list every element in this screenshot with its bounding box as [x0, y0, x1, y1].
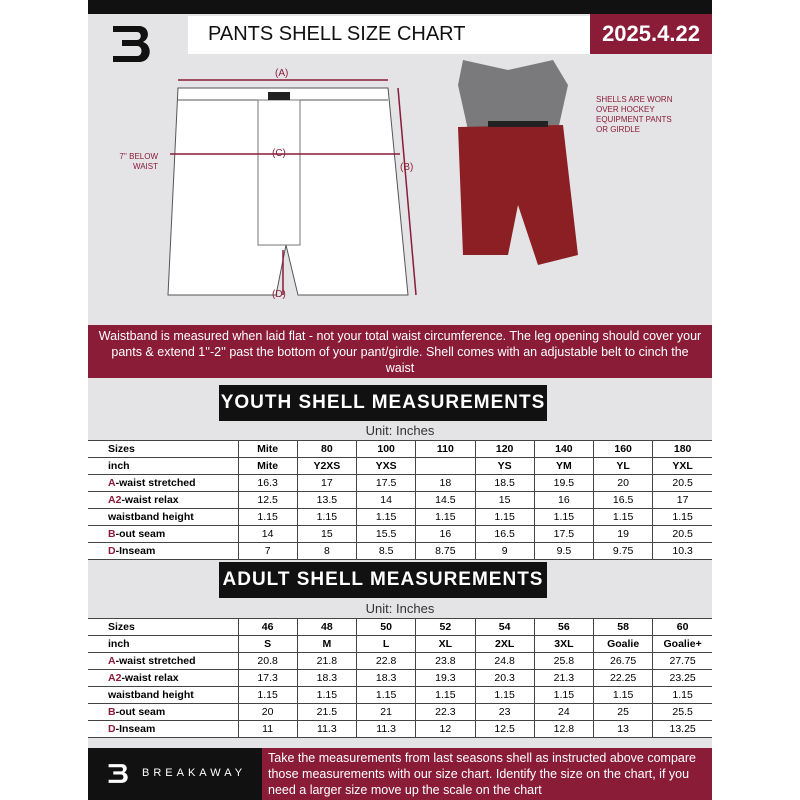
table-cell: 20.8: [238, 653, 297, 670]
table-cell: 60: [653, 619, 712, 636]
table-cell: 21: [357, 704, 416, 721]
table-cell: 56: [534, 619, 593, 636]
table-cell: S: [238, 636, 297, 653]
table-cell: 19.3: [416, 670, 475, 687]
measure-label: Sizes: [108, 620, 135, 633]
table-cell: 22.8: [357, 653, 416, 670]
table-cell: 48: [297, 619, 356, 636]
table-cell: 19.5: [534, 475, 593, 492]
table-row: [88, 492, 712, 509]
table-cell: 10.3: [653, 543, 712, 560]
table-cell: 20.3: [475, 670, 534, 687]
measure-label: -out seam: [115, 705, 166, 718]
table-cell: 180: [653, 441, 712, 458]
table-cell: 160: [594, 441, 653, 458]
table-cell: Goalie+: [653, 636, 712, 653]
table-cell: 15.5: [357, 526, 416, 543]
table-cell: 21.5: [297, 704, 356, 721]
measure-label: inch: [108, 637, 130, 650]
measure-label: -Inseam: [115, 544, 156, 557]
label-a: (A): [275, 68, 289, 79]
table-cell: 54: [475, 619, 534, 636]
table-cell: 1.15: [653, 509, 712, 526]
table-cell: 13.25: [653, 721, 712, 738]
table-cell: 20: [594, 475, 653, 492]
table-cell: 20.5: [653, 526, 712, 543]
table-row: [88, 636, 712, 653]
table-cell: 23: [475, 704, 534, 721]
table-cell: 23.8: [416, 653, 475, 670]
table-cell: 11: [238, 721, 297, 738]
brand-name: BREAKAWAY: [142, 767, 247, 779]
table-cell: 50: [357, 619, 416, 636]
footer-brand: [88, 748, 262, 800]
table-cell: 1.15: [534, 509, 593, 526]
table-cell: 17.5: [357, 475, 416, 492]
youth-unit: Unit: Inches: [365, 423, 435, 438]
adult-title: ADULT SHELL MEASUREMENTS: [219, 562, 547, 598]
table-row: [88, 670, 712, 687]
measure-code: D: [108, 544, 116, 557]
table-cell: 58: [594, 619, 653, 636]
footer-instructions: Take the measurements from last seasons shell as instructed above compare those measurements with our size chart. Identify the size on the chart, if you need a larger size move up the scale on the chart: [262, 748, 712, 800]
table-cell: 16: [534, 492, 593, 509]
table-cell: 1.15: [238, 687, 297, 704]
table-cell: 25: [594, 704, 653, 721]
measure-code: A2: [108, 493, 122, 506]
label-d: (D): [272, 289, 286, 300]
table-row: [88, 653, 712, 670]
row-label: [88, 526, 238, 543]
measure-label: -waist stretched: [115, 476, 196, 489]
row-label: [88, 721, 238, 738]
table-cell: 23.25: [653, 670, 712, 687]
table-cell: [416, 458, 475, 475]
table-row: [88, 458, 712, 475]
table-cell: 14: [357, 492, 416, 509]
table-cell: Goalie: [594, 636, 653, 653]
table-row: [88, 721, 712, 738]
table-cell: 1.15: [594, 687, 653, 704]
table-cell: 1.15: [416, 509, 475, 526]
row-label: [88, 636, 238, 653]
table-cell: 1.15: [653, 687, 712, 704]
row-label: [88, 441, 238, 458]
table-cell: 8.75: [416, 543, 475, 560]
adult-table: [88, 618, 712, 738]
table-cell: 22.25: [594, 670, 653, 687]
table-cell: 1.15: [475, 509, 534, 526]
table-cell: YXL: [653, 458, 712, 475]
measure-label: -out seam: [115, 527, 166, 540]
row-label: [88, 619, 238, 636]
table-cell: 25.8: [534, 653, 593, 670]
table-cell: 11.3: [357, 721, 416, 738]
footer: [88, 748, 712, 800]
table-cell: 1.15: [297, 687, 356, 704]
table-cell: 1.15: [238, 509, 297, 526]
measure-code: B: [108, 527, 116, 540]
table-cell: 16.5: [475, 526, 534, 543]
table-cell: 14.5: [416, 492, 475, 509]
measure-code: D: [108, 722, 116, 735]
row-label: [88, 492, 238, 509]
table-cell: 110: [416, 441, 475, 458]
table-cell: 19: [594, 526, 653, 543]
table-cell: M: [297, 636, 356, 653]
youth-title: YOUTH SHELL MEASUREMENTS: [219, 385, 547, 421]
footer-logo: [106, 760, 132, 788]
table-cell: 22.3: [416, 704, 475, 721]
table-cell: 52: [416, 619, 475, 636]
table-row: [88, 687, 712, 704]
measure-label: inch: [108, 459, 130, 472]
table-cell: YXS: [357, 458, 416, 475]
table-cell: 11.3: [297, 721, 356, 738]
table-cell: 15: [297, 526, 356, 543]
table-cell: 1.15: [297, 509, 356, 526]
table-row: [88, 619, 712, 636]
table-cell: 18.3: [297, 670, 356, 687]
adult-unit: Unit: Inches: [365, 601, 435, 616]
table-cell: L: [357, 636, 416, 653]
row-label: [88, 653, 238, 670]
measure-label: waistband height: [108, 688, 194, 701]
row-label: [88, 509, 238, 526]
table-cell: 13.5: [297, 492, 356, 509]
table-cell: 120: [475, 441, 534, 458]
table-cell: 2XL: [475, 636, 534, 653]
table-cell: 9: [475, 543, 534, 560]
page-title: PANTS SHELL SIZE CHART: [188, 16, 590, 54]
table-cell: 20.5: [653, 475, 712, 492]
table-cell: 8.5: [357, 543, 416, 560]
pants-photo: [438, 55, 588, 285]
table-cell: 12.5: [475, 721, 534, 738]
table-cell: 13: [594, 721, 653, 738]
table-cell: 12.5: [238, 492, 297, 509]
table-cell: YS: [475, 458, 534, 475]
table-cell: 7: [238, 543, 297, 560]
table-cell: 21.3: [534, 670, 593, 687]
label-c: (C): [272, 148, 286, 159]
table-cell: 12: [416, 721, 475, 738]
row-label: [88, 543, 238, 560]
table-cell: 18.5: [475, 475, 534, 492]
shells-note: SHELLS ARE WORN OVER HOCKEY EQUIPMENT PANTS OR GIRDLE: [596, 95, 673, 134]
measure-label: -waist stretched: [115, 654, 196, 667]
table-row: [88, 441, 712, 458]
table-cell: 18.3: [357, 670, 416, 687]
table-cell: 8: [297, 543, 356, 560]
table-cell: 16.3: [238, 475, 297, 492]
table-cell: 18: [416, 475, 475, 492]
size-chart-page: [88, 0, 712, 800]
row-label: [88, 458, 238, 475]
table-cell: 17.3: [238, 670, 297, 687]
measure-label: -waist relax: [121, 671, 179, 684]
table-cell: 17: [653, 492, 712, 509]
table-cell: 9.75: [594, 543, 653, 560]
row-label: [88, 687, 238, 704]
top-bar: [88, 0, 712, 14]
pants-diagram: [108, 60, 418, 310]
table-cell: 20: [238, 704, 297, 721]
table-cell: 21.8: [297, 653, 356, 670]
measure-code: A2: [108, 671, 122, 684]
measure-code: A: [108, 476, 116, 489]
table-cell: 1.15: [594, 509, 653, 526]
table-cell: YM: [534, 458, 593, 475]
table-cell: 1.15: [416, 687, 475, 704]
row-label: [88, 704, 238, 721]
table-cell: XL: [416, 636, 475, 653]
table-cell: Y2XS: [297, 458, 356, 475]
below-waist-note: 7'' BELOW WAIST: [119, 152, 158, 171]
table-cell: Mite: [238, 441, 297, 458]
measure-code: B: [108, 705, 116, 718]
table-cell: 3XL: [534, 636, 593, 653]
table-cell: YL: [594, 458, 653, 475]
table-cell: 1.15: [475, 687, 534, 704]
table-cell: 26.75: [594, 653, 653, 670]
table-cell: 12.8: [534, 721, 593, 738]
measure-code: A: [108, 654, 116, 667]
table-cell: 46: [238, 619, 297, 636]
row-label: [88, 670, 238, 687]
measure-label: -waist relax: [121, 493, 179, 506]
table-row: [88, 475, 712, 492]
measure-label: Sizes: [108, 442, 135, 455]
table-cell: 16.5: [594, 492, 653, 509]
measure-label: waistband height: [108, 510, 194, 523]
row-label: [88, 475, 238, 492]
table-cell: 1.15: [534, 687, 593, 704]
table-cell: 24.8: [475, 653, 534, 670]
table-cell: 27.75: [653, 653, 712, 670]
table-row: [88, 704, 712, 721]
table-cell: 15: [475, 492, 534, 509]
measurement-instructions: Waistband is measured when laid flat - not your total waist circumference. The leg opening should cover your pants & extend 1''-2'' past the bottom of your pant/girdle. Shell comes with an adjustable belt to cinch the waist: [88, 325, 712, 378]
table-row: [88, 526, 712, 543]
table-cell: 80: [297, 441, 356, 458]
table-cell: 16: [416, 526, 475, 543]
date-badge: 2025.4.22: [590, 14, 712, 54]
table-cell: 140: [534, 441, 593, 458]
youth-table: [88, 440, 712, 560]
table-cell: 1.15: [357, 687, 416, 704]
table-row: [88, 509, 712, 526]
table-cell: 14: [238, 526, 297, 543]
table-cell: 1.15: [357, 509, 416, 526]
table-cell: 25.5: [653, 704, 712, 721]
table-cell: 9.5: [534, 543, 593, 560]
table-cell: 24: [534, 704, 593, 721]
table-cell: 17.5: [534, 526, 593, 543]
table-row: [88, 543, 712, 560]
label-b: (B): [400, 162, 414, 173]
measure-label: -Inseam: [115, 722, 156, 735]
table-cell: Mite: [238, 458, 297, 475]
table-cell: 100: [357, 441, 416, 458]
table-cell: 17: [297, 475, 356, 492]
